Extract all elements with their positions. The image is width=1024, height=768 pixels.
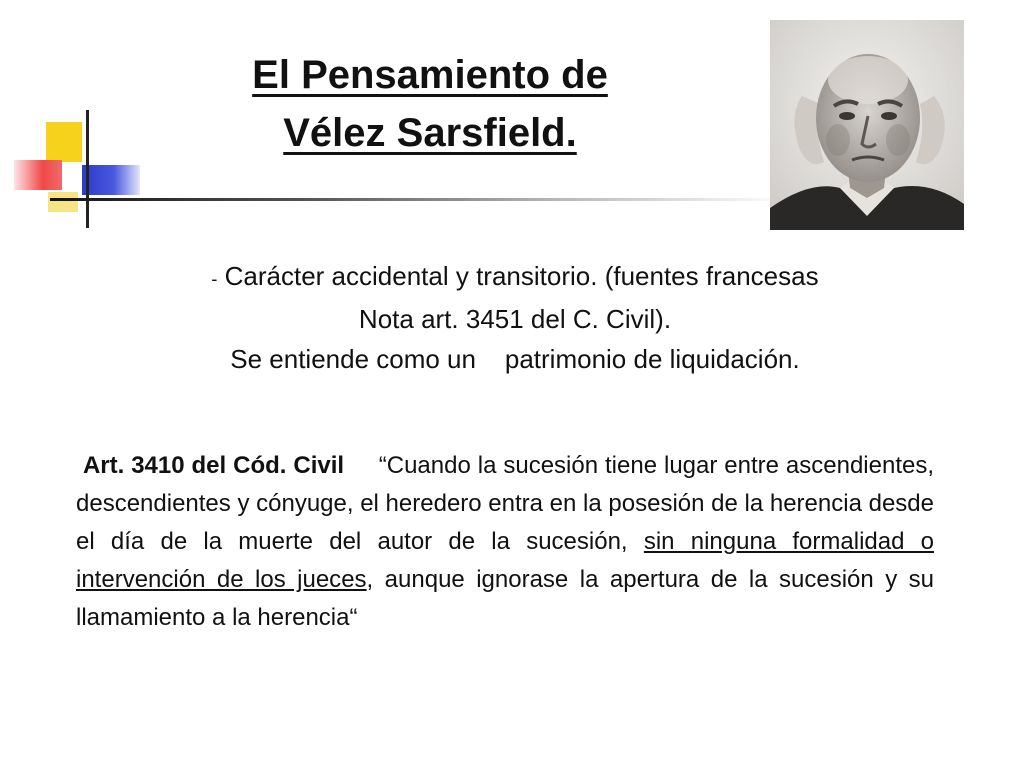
article-reference: Art. 3410 del Cód. Civil (82, 452, 345, 479)
article-text-end: , aunque ignorase la apertura de la sucesión y su llamamiento a la herencia“ (76, 566, 935, 631)
yellow-square (46, 122, 82, 162)
horizontal-rule (50, 198, 790, 201)
vertical-rule (86, 110, 89, 228)
bullet-line-2: Nota art. 3451 del C. Civil). (358, 304, 672, 334)
bullet-line-1: Carácter accidental y transitorio. (fuentes francesas (224, 261, 819, 291)
red-square (14, 160, 62, 190)
title-line-2: Vélez Sarsfield. (283, 111, 577, 155)
article-quote (76, 447, 934, 637)
blue-square (82, 165, 140, 195)
yellow-square-faded (48, 192, 78, 212)
title-line-1: El Pensamiento de (252, 53, 608, 97)
bullet-point (100, 256, 930, 379)
portrait-icon (770, 20, 964, 230)
slide-title (130, 46, 730, 162)
bullet-line-3: Se entiende como un patrimonio de liquidación. (230, 344, 800, 374)
bullet-dash: - (211, 269, 218, 289)
portrait-photo (770, 20, 964, 230)
article-text-underlined: sin ninguna formalidad o intervención de los jueces (76, 528, 935, 593)
article-text-start: “Cuando la sucesión tiene lugar entre ascendientes, descendientes y cónyuge, el heredero entra en la posesión de la herencia desde el día de la muerte del autor de la sucesión, (76, 452, 935, 555)
